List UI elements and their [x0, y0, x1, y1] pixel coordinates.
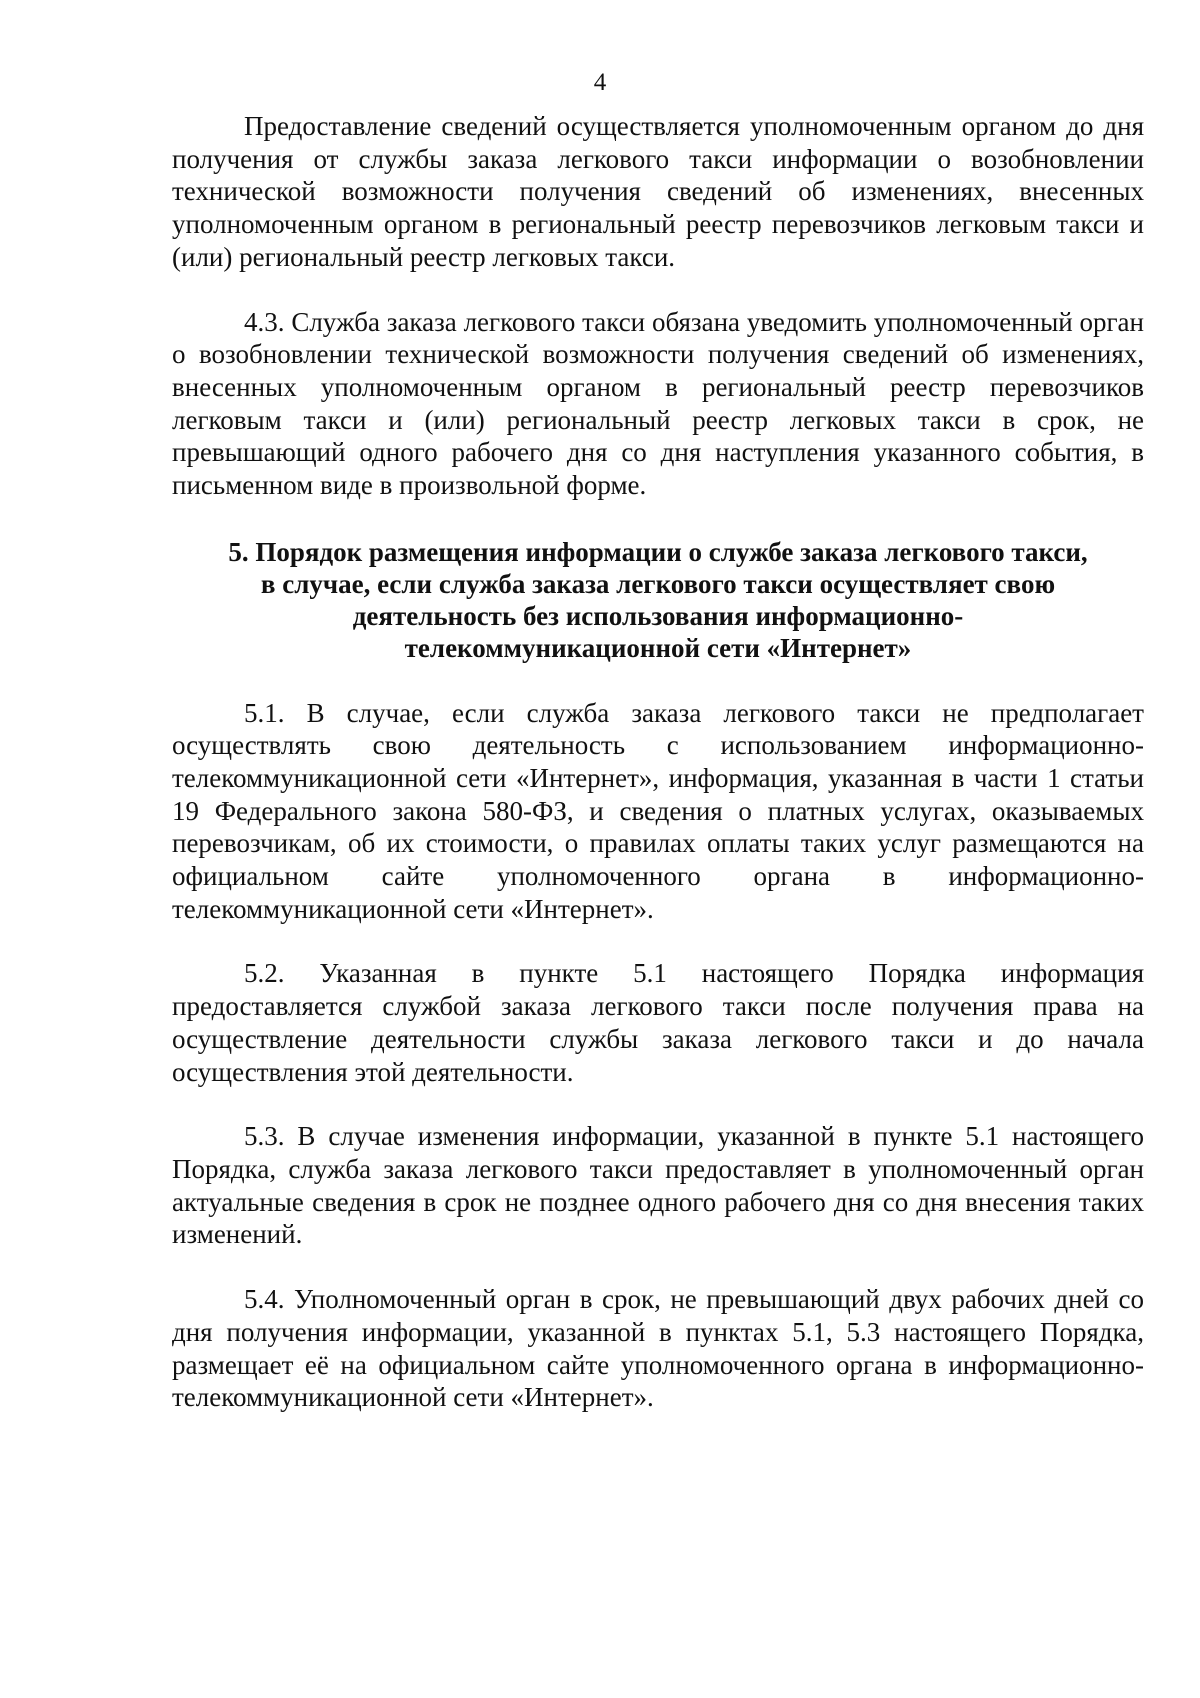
section-heading-line: в случае, если служба заказа легкового такси осуществляет свою — [260, 568, 1056, 599]
section-heading-line: 5. Порядок размещения информации о службе заказа легкового такси, — [228, 536, 1088, 567]
section-heading-line: телекоммуникационной сети «Интернет» — [404, 633, 912, 664]
section-heading-line: деятельность без использования информационно- — [352, 601, 964, 632]
section-heading-5 — [172, 536, 1144, 665]
paragraph-info-provision: Предоставление сведений осуществляется уполномоченным органом до дня получения от службы заказа легкового такси информации о возобновлении технической возможности получения сведений об изменениях, внесенных уполномоченным органом в региональный реестр перевозчиков легковым такси и (или) региональный реестр легковых такси. — [172, 111, 1144, 272]
paragraph-5-3: 5.3. В случае изменения информации, указанной в пункте 5.1 настоящего Порядка, служба заказа легкового такси предоставляет в уполномоченный орган актуальные сведения в срок не позднее одного рабочего дня со дня внесения таких изменений. — [172, 1121, 1144, 1250]
document-body — [172, 110, 1144, 1414]
paragraph-5-1: 5.1. В случае, если служба заказа легкового такси не предполагает осуществлять свою деятельность с использованием информационно-телекоммуникационной сети «Интернет», информация, указанная в части 1 статьи 19 Федерального закона 580-ФЗ, и сведения о платных услугах, оказываемых перевозчикам, об их стоимости, о правилах оплаты таких услуг размещаются на официальном сайте уполномоченного органа в информационно-телекоммуникационной сети «Интернет». — [172, 697, 1144, 924]
paragraph-5-2: 5.2. Указанная в пункте 5.1 настоящего Порядка информация предоставляется службой заказа легкового такси после получения права на осуществление деятельности службы заказа легкового такси и до начала осуществления этой деятельности. — [172, 958, 1144, 1087]
paragraph-5-4: 5.4. Уполномоченный орган в срок, не превышающий двух рабочих дней со дня получения информации, указанной в пунктах 5.1, 5.3 настоящего Порядка, размещает её на официальном сайте уполномоченного органа в информационно-телекоммуникационной сети «Интернет». — [172, 1284, 1144, 1413]
page-number: 4 — [593, 69, 607, 96]
paragraph-4-3: 4.3. Служба заказа легкового такси обязана уведомить уполномоченный орган о возобновлении технической возможности получения сведений об изменениях, внесенных уполномоченным органом в региональный реестр перевозчиков легковым такси и (или) региональный реестр легковых такси в срок, не превышающий одного рабочего дня со дня наступления указанного события, в письменном виде в произвольной форме. — [172, 306, 1144, 501]
